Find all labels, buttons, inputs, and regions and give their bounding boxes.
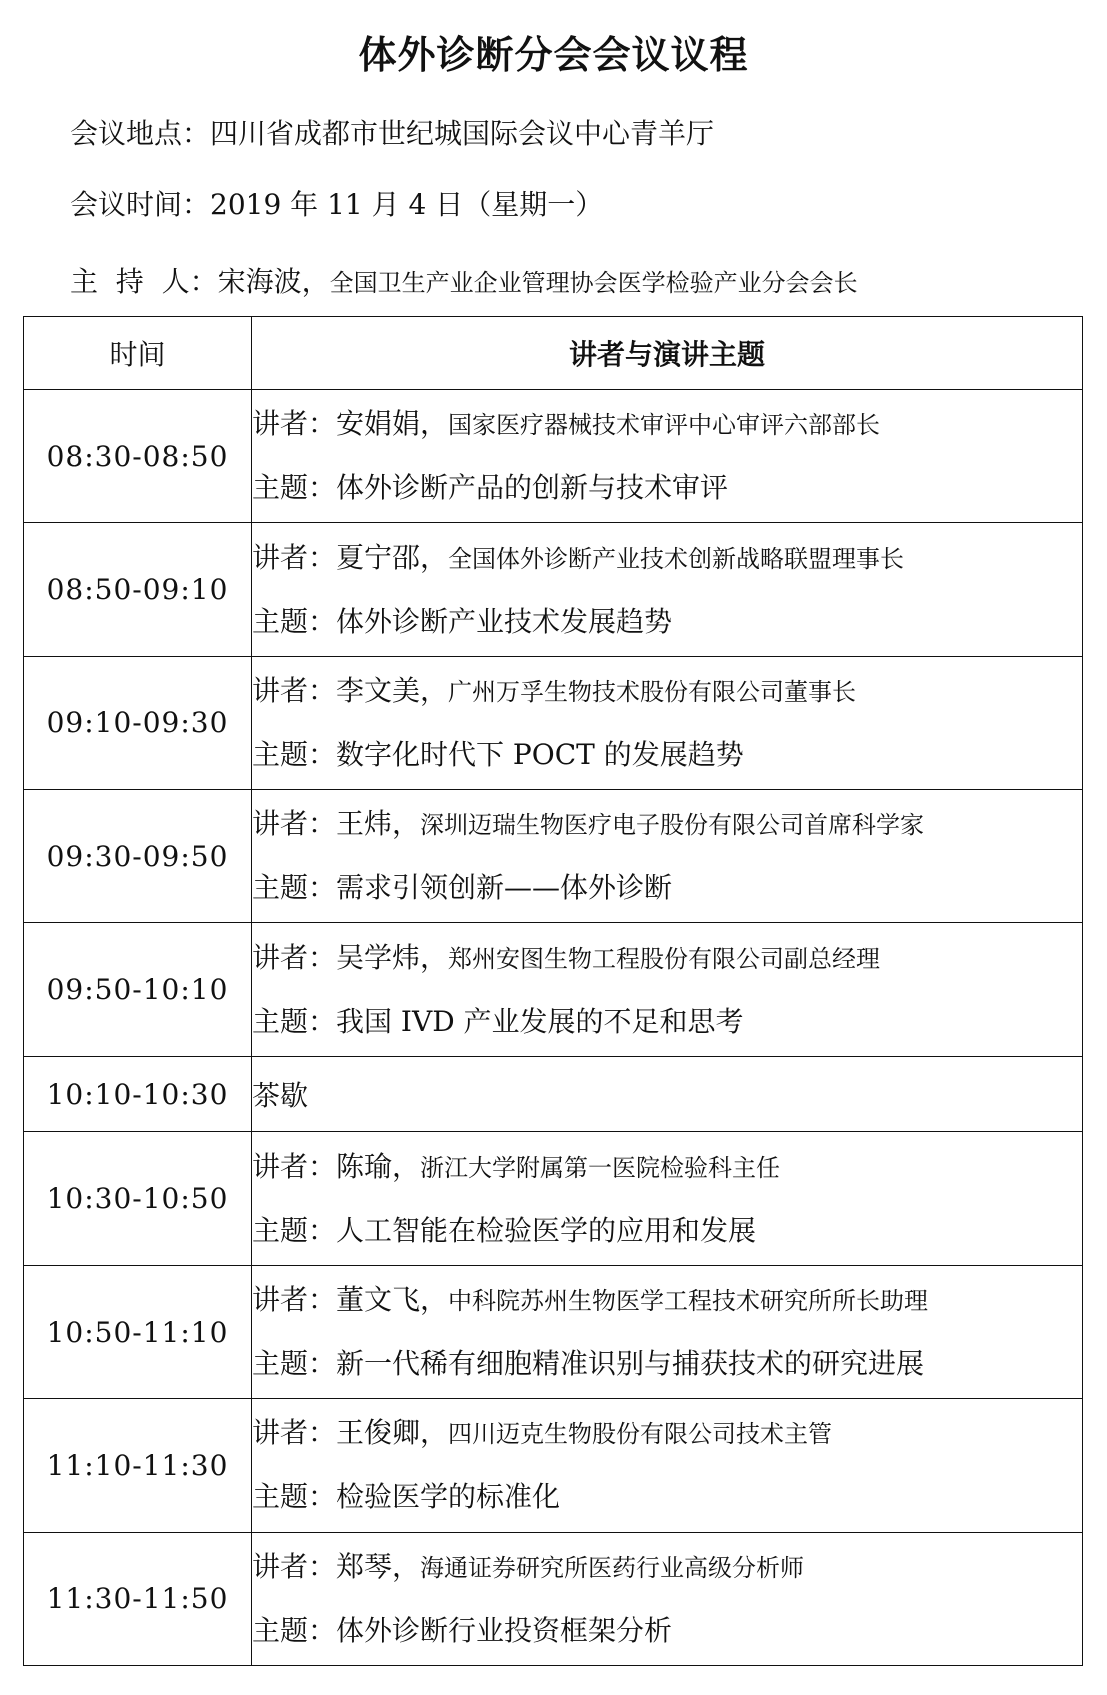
host-label: 主 持 人： bbox=[70, 265, 218, 298]
speaker-line bbox=[252, 1268, 1082, 1332]
speaker-line bbox=[252, 1535, 1082, 1599]
session-content bbox=[252, 523, 1083, 656]
speaker-name: 夏宁邵， bbox=[336, 540, 449, 574]
speaker-name: 王俊卿， bbox=[336, 1416, 449, 1450]
session-content bbox=[252, 923, 1083, 1056]
speaker-line bbox=[252, 659, 1082, 723]
speaker-org: 中科院苏州生物医学工程技术研究所所长助理 bbox=[448, 1287, 929, 1315]
session-content bbox=[252, 1132, 1083, 1265]
speaker-name: 吴学炜， bbox=[336, 940, 449, 974]
speaker-name: 董文飞， bbox=[336, 1283, 449, 1316]
session-content bbox=[252, 1532, 1083, 1665]
topic-label: 主题： bbox=[252, 471, 337, 505]
topic-text: 新一代稀有细胞精准识别与捕获技术的研究进展 bbox=[336, 1347, 925, 1380]
topic-label: 主题： bbox=[252, 871, 337, 905]
table-row bbox=[24, 1532, 1083, 1665]
venue-value: 四川省成都市世纪城国际会议中心青羊厅 bbox=[210, 117, 715, 150]
speaker-line bbox=[252, 1401, 1082, 1465]
speaker-line bbox=[252, 526, 1082, 590]
table-header-row bbox=[24, 317, 1083, 390]
table-row-break bbox=[24, 1056, 1083, 1132]
session-time: 10:30-10:50 bbox=[24, 1132, 252, 1265]
date-label: 会议时间： bbox=[70, 188, 211, 221]
topic-text: 数字化时代下 POCT 的发展趋势 bbox=[336, 737, 744, 771]
speaker-org: 广州万孚生物技术股份有限公司董事长 bbox=[448, 677, 857, 706]
session-time: 08:50-09:10 bbox=[24, 523, 252, 656]
topic-line bbox=[252, 1599, 1082, 1663]
speaker-name: 郑琴， bbox=[336, 1549, 421, 1583]
page-title: 体外诊断分会会议议程 bbox=[358, 33, 749, 77]
table-row bbox=[24, 656, 1083, 789]
session-time: 10:50-11:10 bbox=[24, 1265, 252, 1398]
speaker-label: 讲者： bbox=[252, 1549, 337, 1583]
speaker-line bbox=[252, 1135, 1082, 1199]
speaker-label: 讲者： bbox=[252, 540, 337, 574]
session-time: 11:30-11:50 bbox=[24, 1532, 252, 1665]
topic-line bbox=[252, 590, 1082, 654]
speaker-line bbox=[252, 392, 1082, 456]
venue-label: 会议地点： bbox=[70, 117, 211, 150]
topic-line bbox=[252, 1332, 1082, 1396]
host-title: 全国卫生产业企业管理协会医学检验产业分会会长 bbox=[329, 269, 858, 297]
header-topic: 讲者与演讲主题 bbox=[252, 317, 1083, 390]
speaker-org: 郑州安图生物工程股份有限公司副总经理 bbox=[448, 944, 881, 973]
speaker-label: 讲者： bbox=[252, 673, 337, 707]
topic-text: 人工智能在检验医学的应用和发展 bbox=[336, 1213, 757, 1247]
speaker-label: 讲者： bbox=[252, 940, 337, 974]
table-row bbox=[24, 923, 1083, 1056]
topic-text: 体外诊断行业投资框架分析 bbox=[336, 1613, 673, 1647]
topic-line bbox=[252, 990, 1082, 1054]
topic-text: 我国 IVD 产业发展的不足和思考 bbox=[336, 1004, 744, 1038]
session-content bbox=[252, 790, 1083, 923]
speaker-name: 陈瑜， bbox=[336, 1149, 421, 1183]
session-time: 09:30-09:50 bbox=[24, 790, 252, 923]
break-label: 茶歇 bbox=[252, 1079, 309, 1113]
topic-text: 检验医学的标准化 bbox=[336, 1480, 561, 1514]
topic-line bbox=[252, 723, 1082, 787]
table-row bbox=[24, 390, 1083, 523]
session-content bbox=[252, 1056, 1083, 1132]
session-time: 10:10-10:30 bbox=[24, 1056, 252, 1132]
session-time: 11:10-11:30 bbox=[24, 1399, 252, 1532]
topic-text: 需求引领创新——体外诊断 bbox=[336, 871, 673, 905]
session-content bbox=[252, 390, 1083, 523]
host-line bbox=[70, 262, 858, 303]
speaker-org: 海通证券研究所医药行业高级分析师 bbox=[420, 1553, 805, 1582]
table-row bbox=[24, 1399, 1083, 1532]
speaker-line bbox=[252, 926, 1082, 990]
topic-line bbox=[252, 856, 1082, 920]
topic-text: 体外诊断产业技术发展趋势 bbox=[336, 604, 673, 638]
speaker-org: 国家医疗器械技术审评中心审评六部部长 bbox=[448, 411, 881, 440]
table-row bbox=[24, 1132, 1083, 1265]
speaker-org: 全国体外诊断产业技术创新战略联盟理事长 bbox=[448, 544, 905, 573]
table-row bbox=[24, 790, 1083, 923]
speaker-line bbox=[252, 792, 1082, 856]
speaker-org: 浙江大学附属第一医院检验科主任 bbox=[420, 1153, 781, 1182]
topic-text: 体外诊断产品的创新与技术审评 bbox=[336, 471, 729, 505]
topic-label: 主题： bbox=[252, 1004, 337, 1038]
session-time: 09:50-10:10 bbox=[24, 923, 252, 1056]
table-row bbox=[24, 1265, 1083, 1398]
speaker-label: 讲者： bbox=[252, 807, 337, 841]
session-time: 09:10-09:30 bbox=[24, 656, 252, 789]
speaker-label: 讲者： bbox=[252, 407, 337, 441]
speaker-org: 四川迈克生物股份有限公司技术主管 bbox=[448, 1420, 833, 1449]
session-time: 08:30-08:50 bbox=[24, 390, 252, 523]
speaker-name: 王炜， bbox=[336, 807, 421, 841]
speaker-label: 讲者： bbox=[252, 1283, 337, 1316]
venue-line bbox=[70, 114, 714, 154]
topic-label: 主题： bbox=[252, 604, 337, 638]
host-name: 宋海波， bbox=[217, 265, 330, 298]
speaker-label: 讲者： bbox=[252, 1416, 337, 1450]
topic-label: 主题： bbox=[252, 1480, 337, 1514]
topic-line bbox=[252, 1465, 1082, 1529]
speaker-org: 深圳迈瑞生物医疗电子股份有限公司首席科学家 bbox=[420, 811, 925, 840]
topic-label: 主题： bbox=[252, 1347, 337, 1380]
session-content bbox=[252, 1399, 1083, 1532]
date-line bbox=[70, 185, 603, 225]
topic-line bbox=[252, 1199, 1082, 1263]
speaker-name: 安娟娟， bbox=[336, 407, 449, 441]
session-content bbox=[252, 656, 1083, 789]
speaker-name: 李文美， bbox=[336, 673, 449, 707]
topic-label: 主题： bbox=[252, 1613, 337, 1647]
date-value: 2019 年 11 月 4 日（星期一） bbox=[210, 188, 604, 221]
speaker-label: 讲者： bbox=[252, 1149, 337, 1183]
session-content bbox=[252, 1265, 1083, 1398]
agenda-table bbox=[23, 316, 1083, 1666]
header-time: 时间 bbox=[24, 317, 252, 390]
table-row bbox=[24, 523, 1083, 656]
topic-label: 主题： bbox=[252, 737, 337, 771]
topic-label: 主题： bbox=[252, 1213, 337, 1247]
topic-line bbox=[252, 456, 1082, 520]
